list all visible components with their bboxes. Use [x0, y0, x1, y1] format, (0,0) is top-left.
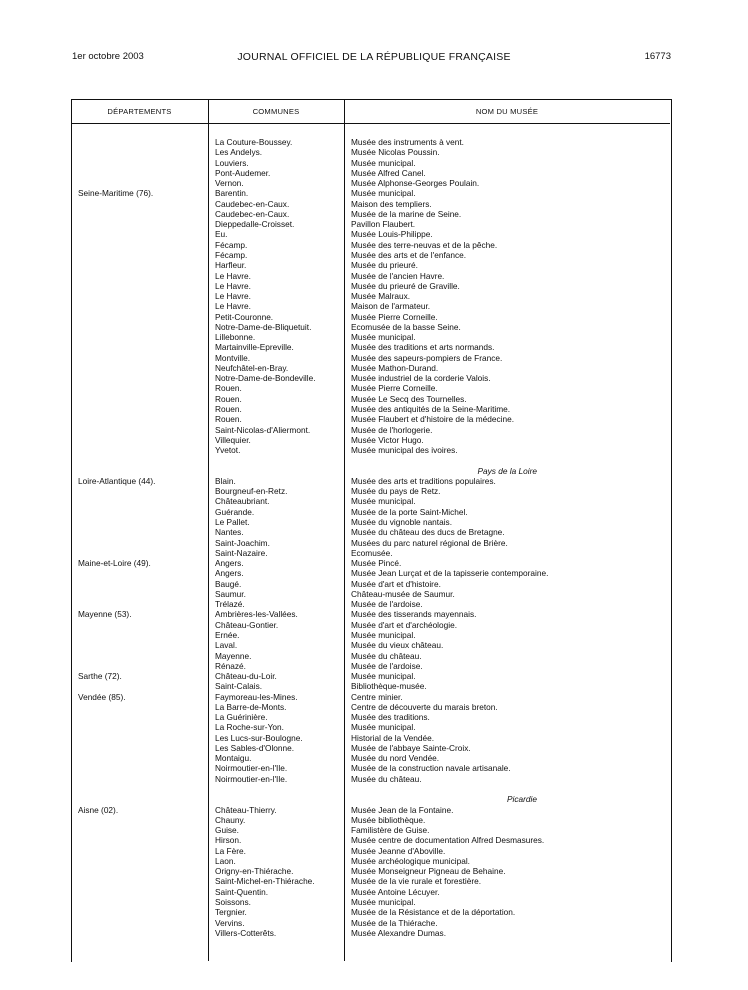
- musee-cell: Musée municipal.: [351, 671, 416, 682]
- musee-cell: Musée Victor Hugo.: [351, 434, 424, 445]
- header-page-number: 16773: [644, 51, 671, 62]
- departement-cell: Loire-Atlantique (44).: [78, 475, 156, 486]
- commune-cell: Le Pallet.: [215, 516, 250, 527]
- commune-cell: Villers-Cotterêts.: [215, 927, 277, 938]
- commune-cell: Eu.: [215, 229, 228, 240]
- departement-cell: Vendée (85).: [78, 691, 126, 702]
- commune-cell: La Barre-de-Monts.: [215, 701, 287, 712]
- musee-cell: Musée archéologique municipal.: [351, 855, 470, 866]
- commune-cell: Le Havre.: [215, 270, 251, 281]
- commune-cell: Saint-Calais.: [215, 681, 263, 692]
- commune-cell: Lillebonne.: [215, 332, 256, 343]
- commune-cell: La Fère.: [215, 845, 246, 856]
- column-divider: [344, 99, 345, 961]
- musee-cell: Musée Flaubert et d'histoire de la médecine.: [351, 414, 515, 425]
- commune-cell: Ernée.: [215, 629, 240, 640]
- musee-cell: Maison des templiers.: [351, 198, 432, 209]
- musee-cell: Musée Pierre Corneille.: [351, 311, 438, 322]
- commune-cell: Montaigu.: [215, 753, 252, 764]
- musee-cell: Musée de la vie rurale et forestière.: [351, 876, 482, 887]
- commune-cell: Harfleur.: [215, 260, 247, 271]
- musee-cell: Musées du parc naturel régional de Brière.: [351, 537, 508, 548]
- commune-cell: Fécamp.: [215, 249, 248, 260]
- musee-cell: Musée industriel de la corderie Valois.: [351, 373, 491, 384]
- musee-cell: Musée Pierre Corneille.: [351, 383, 438, 394]
- commune-cell: Barentin.: [215, 188, 249, 199]
- commune-cell: Guérande.: [215, 506, 255, 517]
- commune-cell: Hirson.: [215, 835, 242, 846]
- musee-cell: Musée Jean Lurçat et de la tapisserie contemporaine.: [351, 568, 549, 579]
- commune-cell: La Guérinière.: [215, 712, 268, 723]
- musee-cell: Musée du nord Vendée.: [351, 753, 440, 764]
- musee-cell: Musée Pincé.: [351, 558, 402, 569]
- musee-cell: Musée des tisserands mayennais.: [351, 609, 477, 620]
- header-title: JOURNAL OFFICIEL DE LA RÉPUBLIQUE FRANÇAISE: [237, 51, 511, 63]
- commune-cell: Rouen.: [215, 383, 242, 394]
- commune-cell: Blain.: [215, 475, 236, 486]
- musee-cell: Musée Monseigneur Pigneau de Behaine.: [351, 866, 506, 877]
- header-date: 1er octobre 2003: [72, 51, 144, 62]
- commune-cell: Rouen.: [215, 404, 242, 415]
- musee-cell: Centre minier.: [351, 691, 403, 702]
- commune-cell: Villequier.: [215, 434, 251, 445]
- commune-cell: Neufchâtel-en-Bray.: [215, 362, 289, 373]
- column-divider: [208, 99, 209, 961]
- musee-cell: Musée de l'ardoise.: [351, 599, 423, 610]
- column-header-departements: DÉPARTEMENTS: [107, 107, 172, 116]
- musee-cell: Musée de l'horlogerie.: [351, 424, 433, 435]
- musee-cell: Historial de la Vendée.: [351, 732, 435, 743]
- commune-cell: Le Havre.: [215, 301, 251, 312]
- musee-cell: Musée du prieuré de Graville.: [351, 280, 460, 291]
- commune-cell: Château-Gontier.: [215, 619, 279, 630]
- commune-cell: La Couture-Boussey.: [215, 137, 293, 147]
- commune-cell: Les Sables-d'Olonne.: [215, 742, 295, 753]
- commune-cell: Château-du-Loir.: [215, 671, 277, 682]
- musee-cell: Musée du château.: [351, 773, 422, 784]
- musee-cell: Musée du vieux château.: [351, 640, 444, 651]
- commune-cell: Le Havre.: [215, 280, 251, 291]
- musee-cell: Musée municipal.: [351, 629, 416, 640]
- musee-cell: Musée de la construction navale artisanale.: [351, 763, 511, 774]
- musee-cell: Musée bibliothèque.: [351, 814, 426, 825]
- musee-cell: Musée municipal des ivoires.: [351, 445, 458, 456]
- commune-cell: Louviers.: [215, 157, 249, 168]
- musee-cell: Musée du château.: [351, 650, 422, 661]
- musee-cell: Ecomusée.: [351, 547, 393, 558]
- musee-cell: Musée d'art et d'histoire.: [351, 578, 441, 589]
- departement-cell: Mayenne (53).: [78, 609, 132, 620]
- commune-cell: Le Havre.: [215, 291, 251, 302]
- commune-cell: Faymoreau-les-Mines.: [215, 691, 298, 702]
- commune-cell: Vernon.: [215, 178, 244, 189]
- commune-cell: Bourgneuf-en-Retz.: [215, 486, 288, 497]
- commune-cell: Saumur.: [215, 588, 246, 599]
- commune-cell: Noirmoutier-en-l'Ile.: [215, 773, 288, 784]
- musee-cell: Musée municipal.: [351, 332, 416, 343]
- musee-cell: Musée Mathon-Durand.: [351, 362, 439, 373]
- musee-cell: Musée des traditions et arts normands.: [351, 342, 495, 353]
- commune-cell: Châteaubriant.: [215, 496, 270, 507]
- musee-cell: Musée de la marine de Seine.: [351, 208, 462, 219]
- musee-cell: Musée de l'abbaye Sainte-Croix.: [351, 742, 471, 753]
- commune-cell: Saint-Quentin.: [215, 886, 269, 897]
- musee-cell: Musée du pays de Retz.: [351, 486, 441, 497]
- musee-cell: Musée municipal.: [351, 188, 416, 199]
- musee-cell: Centre de découverte du marais breton.: [351, 701, 498, 712]
- departement-cell: Maine-et-Loire (49).: [78, 558, 151, 569]
- musee-cell: Musée municipal.: [351, 722, 416, 733]
- commune-cell: Yvetot.: [215, 445, 241, 456]
- departement-cell: Seine-Maritime (76).: [78, 188, 154, 199]
- musee-cell: Musée Nicolas Poussin.: [351, 147, 440, 158]
- commune-cell: Petit-Couronne.: [215, 311, 274, 322]
- musee-cell: Musée des arts et traditions populaires.: [351, 475, 496, 486]
- commune-cell: Laon.: [215, 855, 236, 866]
- commune-cell: Guise.: [215, 825, 239, 836]
- commune-cell: Pont-Audemer.: [215, 167, 271, 178]
- commune-cell: Rénazé.: [215, 660, 246, 671]
- musee-cell: Musée Antoine Lécuyer.: [351, 886, 440, 897]
- musee-cell: Musée de la Résistance et de la déportation.: [351, 907, 516, 918]
- commune-cell: Montville.: [215, 352, 251, 363]
- commune-cell: Fécamp.: [215, 239, 248, 250]
- musee-cell: Musée des sapeurs-pompiers de France.: [351, 352, 503, 363]
- commune-cell: Saint-Michel-en-Thiérache.: [215, 876, 315, 887]
- commune-cell: Rouen.: [215, 393, 242, 404]
- commune-cell: Les Andelys.: [215, 147, 263, 158]
- musee-cell: Musée Jeanne d'Aboville.: [351, 845, 446, 856]
- commune-cell: Château-Thierry.: [215, 804, 277, 815]
- commune-cell: Saint-Nazaire.: [215, 547, 268, 558]
- musee-cell: Bibliothèque-musée.: [351, 681, 427, 692]
- commune-cell: Vervins.: [215, 917, 245, 928]
- musee-cell: Musée Alfred Canel.: [351, 167, 426, 178]
- column-header-communes: COMMUNES: [252, 107, 300, 116]
- commune-cell: Notre-Dame-de-Bliquetuit.: [215, 321, 312, 332]
- commune-cell: Rouen.: [215, 414, 242, 425]
- region-heading: Picardie: [507, 794, 537, 805]
- musee-cell: Musée municipal.: [351, 496, 416, 507]
- musee-cell: Musée du prieuré.: [351, 260, 418, 271]
- commune-cell: Caudebec-en-Caux.: [215, 198, 290, 209]
- musee-cell: Musée Malraux.: [351, 291, 411, 302]
- header-row-divider: [71, 123, 670, 124]
- musee-cell: Musée du château des ducs de Bretagne.: [351, 527, 505, 538]
- commune-cell: Soissons.: [215, 896, 251, 907]
- musee-cell: Musée Alphonse-Georges Poulain.: [351, 178, 480, 189]
- musee-cell: Musée des traditions.: [351, 712, 430, 723]
- musee-cell: Musée Jean de la Fontaine.: [351, 804, 454, 815]
- musee-cell: Musée de l'ardoise.: [351, 660, 423, 671]
- musee-cell: Pavillon Flaubert.: [351, 219, 416, 230]
- commune-cell: Martainville-Epreville.: [215, 342, 294, 353]
- musee-cell: Musée de la porte Saint-Michel.: [351, 506, 468, 517]
- commune-cell: Noirmoutier-en-l'Ile.: [215, 763, 288, 774]
- musee-cell: Maison de l'armateur.: [351, 301, 431, 312]
- musee-cell: Musée Louis-Philippe.: [351, 229, 433, 240]
- commune-cell: Trélazé.: [215, 599, 245, 610]
- musee-cell: Musée Le Secq des Tournelles.: [351, 393, 467, 404]
- commune-cell: Angers.: [215, 568, 244, 579]
- musee-cell: Musée du vignoble nantais.: [351, 516, 453, 527]
- musee-cell: Musée d'art et d'archéologie.: [351, 619, 458, 630]
- musee-cell: Musée des antiquités de la Seine-Maritime.: [351, 404, 511, 415]
- musee-cell: Musée municipal.: [351, 896, 416, 907]
- musee-cell: Musée de l'ancien Havre.: [351, 270, 445, 281]
- musee-cell: Musée des terre-neuvas et de la pêche.: [351, 239, 498, 250]
- commune-cell: Nantes.: [215, 527, 244, 538]
- musee-cell: Musée Alexandre Dumas.: [351, 927, 447, 938]
- column-header-nom-du-musee: NOM DU MUSÉE: [475, 107, 539, 116]
- commune-cell: Origny-en-Thiérache.: [215, 866, 294, 877]
- musee-cell: Musée de la Thiérache.: [351, 917, 438, 928]
- musee-cell: Musée des arts et de l'enfance.: [351, 249, 467, 260]
- commune-cell: Laval.: [215, 640, 238, 651]
- commune-cell: Angers.: [215, 558, 244, 569]
- departement-cell: Sarthe (72).: [78, 671, 122, 682]
- musee-cell: Musée des instruments à vent.: [351, 137, 464, 147]
- musee-cell: Musée centre de documentation Alfred Desmasures.: [351, 835, 545, 846]
- commune-cell: Saint-Nicolas-d'Aliermont.: [215, 424, 311, 435]
- commune-cell: Caudebec-en-Caux.: [215, 208, 290, 219]
- departement-cell: Aisne (02).: [78, 804, 119, 815]
- commune-cell: Mayenne.: [215, 650, 252, 661]
- commune-cell: La Roche-sur-Yon.: [215, 722, 284, 733]
- musee-cell: Familistère de Guise.: [351, 825, 430, 836]
- commune-cell: Les Lucs-sur-Boulogne.: [215, 732, 303, 743]
- musee-cell: Musée municipal.: [351, 157, 416, 168]
- commune-cell: Ambrières-les-Vallées.: [215, 609, 298, 620]
- commune-cell: Dieppedalle-Croisset.: [215, 219, 295, 230]
- commune-cell: Notre-Dame-de-Bondeville.: [215, 373, 316, 384]
- musee-cell: Ecomusée de la basse Seine.: [351, 321, 461, 332]
- commune-cell: Tergnier.: [215, 907, 247, 918]
- region-heading: Pays de la Loire: [477, 465, 537, 476]
- commune-cell: Baugé.: [215, 578, 242, 589]
- commune-cell: Chauny.: [215, 814, 246, 825]
- musee-cell: Château-musée de Saumur.: [351, 588, 455, 599]
- commune-cell: Saint-Joachim.: [215, 537, 270, 548]
